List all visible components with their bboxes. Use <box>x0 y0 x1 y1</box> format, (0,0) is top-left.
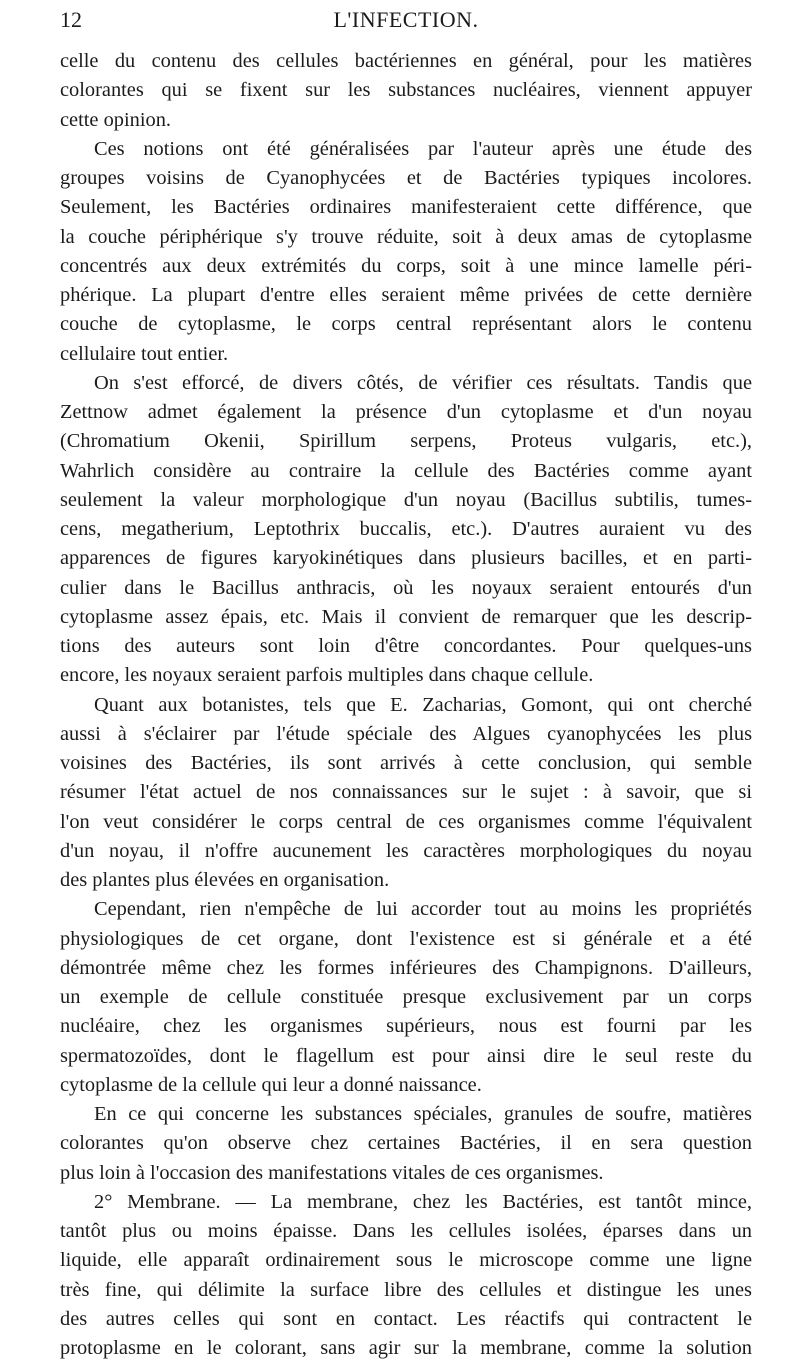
text-line: cellulaire tout entier. <box>60 342 229 365</box>
text-line: seulement la valeur morphologique d'un noyau (Bacillus subtilis, tumes- <box>60 488 752 511</box>
text-line: concentrés aux deux extrémités du corps, soit à une mince lamelle péri- <box>60 254 752 277</box>
text-line: démontrée même chez les formes inférieures des Champignons. D'ailleurs, <box>60 956 752 979</box>
text-line: cens, megatherium, Leptothrix buccalis, etc.). D'autres auraient vu des <box>60 518 752 540</box>
text-line: d'un noyau, il n'offre aucunement les caractères morphologiques du noyau <box>60 839 752 862</box>
text-line: encore, les noyaux seraient parfois multiples dans chaque cellule. <box>60 664 594 687</box>
text-line: cytoplasme de la cellule qui leur a donné naissance. <box>60 1073 482 1096</box>
text-line: aussi à s'éclairer par l'étude spéciale des Algues cyanophycées les plus <box>60 722 752 745</box>
text-line: résumer l'état actuel de nos connaissances sur le sujet : à savoir, que si <box>60 781 752 804</box>
body-text <box>60 47 752 1363</box>
page-number: 12 <box>60 7 82 32</box>
text-line: culier dans le Bacillus anthracis, où les noyaux seraient entourés d'un <box>60 576 752 599</box>
text-line: voisines des Bactéries, ils sont arrivés à cette conclusion, qui semble <box>60 752 752 774</box>
text-line: couche de cytoplasme, le corps central représentant alors le contenu <box>60 313 752 336</box>
text-line: Cependant, rien n'empêche de lui accorder tout au moins les propriétés <box>94 898 752 921</box>
text-line: spermatozoïdes, dont le flagellum est pour ainsi dire le seul reste du <box>60 1044 752 1067</box>
text-line: colorantes qui se fixent sur les substances nucléaires, viennent appuyer <box>60 79 752 102</box>
text-line: nucléaire, chez les organismes supérieurs, nous est fourni par les <box>60 1015 752 1038</box>
text-line: apparences de figures karyokinétiques dans plusieurs bacilles, et en parti- <box>60 547 752 570</box>
text-line: Zettnow admet également la présence d'un cytoplasme et d'un noyau <box>60 401 752 423</box>
text-line: des autres celles qui sont en contact. Les réactifs qui contractent le <box>60 1307 752 1330</box>
text-line: la couche périphérique s'y trouve réduite, soit à deux amas de cytoplasme <box>60 225 752 248</box>
text-line: (Chromatium Okenii, Spirillum serpens, Proteus vulgaris, etc.), <box>60 430 752 453</box>
text-line: cytoplasme assez épais, etc. Mais il convient de remarquer que les descrip- <box>60 605 752 628</box>
text-line: Quant aux botanistes, tels que E. Zacharias, Gomont, qui ont cherché <box>94 693 752 716</box>
text-line: Wahrlich considère au contraire la cellule des Bactéries comme ayant <box>60 459 752 482</box>
text-line: 2° Membrane. — La membrane, chez les Bactéries, est tantôt mince, <box>94 1190 752 1213</box>
text-line: liquide, elle apparaît ordinairement sous le microscope comme une ligne <box>60 1249 752 1272</box>
text-line: groupes voisins de Cyanophycées et de Bactéries typiques incolores. <box>60 167 752 189</box>
text-line: On s'est efforcé, de divers côtés, de vérifier ces résultats. Tandis que <box>94 371 752 394</box>
text-line: des plantes plus élevées en organisation. <box>60 869 390 891</box>
text-line: colorantes qu'on observe chez certaines Bactéries, il en sera question <box>60 1132 752 1155</box>
text-line: tantôt plus ou moins épaisse. Dans les cellules isolées, éparses dans un <box>60 1220 752 1242</box>
text-line: un exemple de cellule constituée presque exclusivement par un corps <box>60 986 752 1008</box>
text-line: protoplasme en le colorant, sans agir sur la membrane, comme la solution <box>60 1337 752 1359</box>
text-line: l'on veut considérer le corps central de ces organismes comme l'équivalent <box>60 810 752 833</box>
text-line: physiologiques de cet organe, dont l'existence est si générale et a été <box>60 927 752 950</box>
text-line: plus loin à l'occasion des manifestations vitales de ces organismes. <box>60 1161 604 1184</box>
text-line: très fine, qui délimite la surface libre des cellules et distingue les unes <box>60 1278 752 1301</box>
text-line: Ces notions ont été généralisées par l'auteur après une étude des <box>94 137 752 160</box>
page-header <box>60 6 752 34</box>
text-line: tions des auteurs sont loin d'être concordantes. Pour quelques-uns <box>60 635 752 657</box>
text-line: En ce qui concerne les substances spéciales, granules de soufre, matières <box>94 1103 752 1125</box>
text-line: phérique. La plupart d'entre elles seraient même privées de cette dernière <box>60 284 752 306</box>
running-title: L'INFECTION. <box>333 7 479 32</box>
text-line: Seulement, les Bactéries ordinaires manifesteraient cette différence, que <box>60 196 752 219</box>
text-line: cette opinion. <box>60 108 171 131</box>
text-line: celle du contenu des cellules bactériennes en général, pour les matières <box>60 50 752 72</box>
